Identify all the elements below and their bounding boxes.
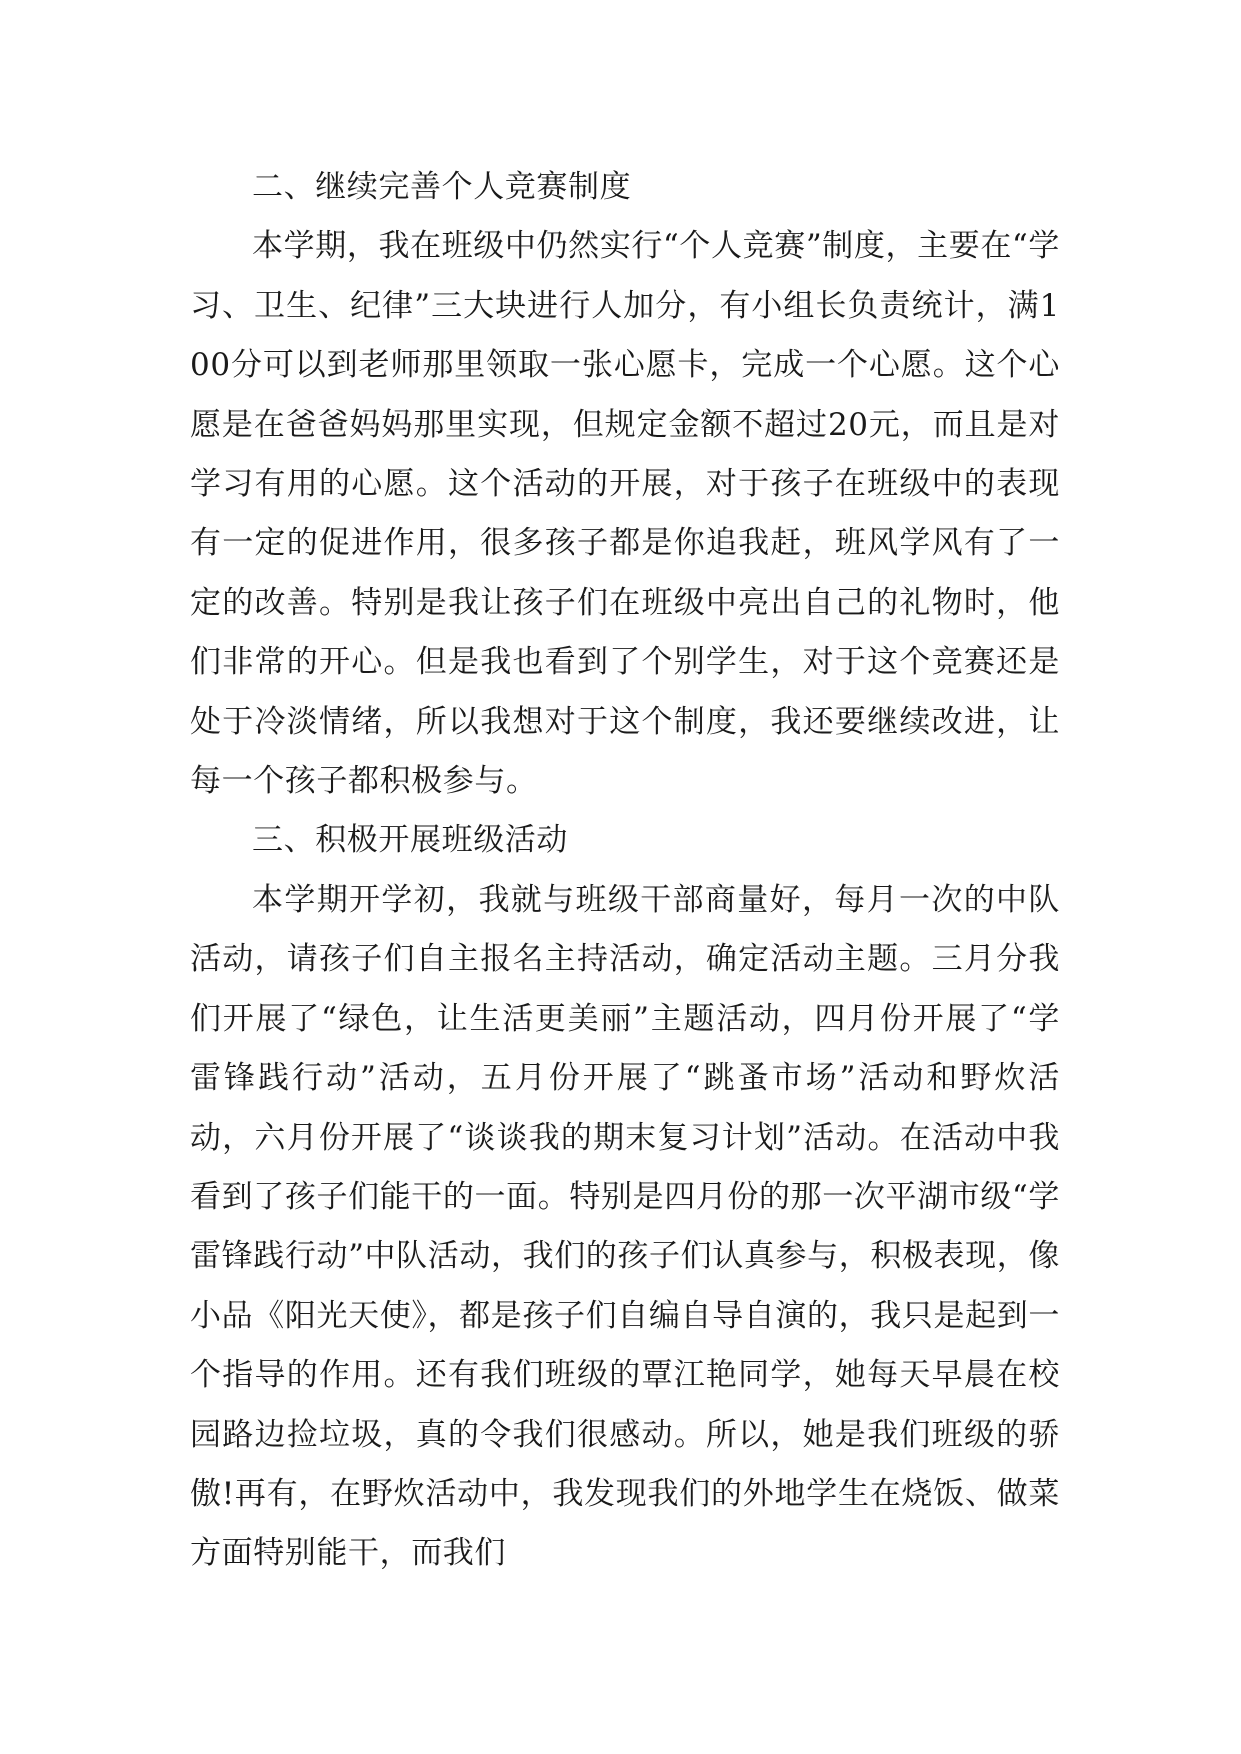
paragraph-class-activities: 本学期开学初，我就与班级干部商量好，每月一次的中队活动，请孩子们自主报名主持活动，确定活动主题。三月分我们开展了“绿色，让生活更美丽”主题活动，四月份开展了“学雷锋践行动”活动，五月份开展了“跳蚤市场”活动和野炊活动，六月份开展了“谈谈我的期末复习计划”活动。在活动中我看到了孩子们能干的一面。特别是四月份的那一次平湖市级“学雷锋践行动”中队活动，我们的孩子们认真参与，积极表现，像小品《阳光天使》，都是孩子们自编自导自演的，我只是起到一个指导的作用。还有我们班级的覃江艳同学，她每天早晨在校园路边捡垃圾，真的令我们很感动。所以，她是我们班级的骄傲!再有，在野炊活动中，我发现我们的外地学生在烧饭、做菜方面特别能干，而我们 [190, 881, 1060, 1572]
section-heading-3: 三、积极开展班级活动 [252, 822, 568, 859]
document-body [190, 158, 1060, 1584]
paragraph-individual-competition: 本学期，我在班级中仍然实行“个人竞赛”制度，主要在“学习、卫生、纪律”三大块进行人加分，有小组长负责统计，满100分可以到老师那里领取一张心愿卡，完成一个心愿。这个心愿是在爸爸妈妈那里实现，但规定金额不超过20元，而且是对学习有用的心愿。这个活动的开展，对于孩子在班级中的表现有一定的促进作用，很多孩子都是你追我赶，班风学风有了一定的改善。特别是我让孩子们在班级中亮出自己的礼物时，他们非常的开心。但是我也看到了个别学生，对于这个竞赛还是处于冷淡情绪，所以我想对于这个制度，我还要继续改进，让每一个孩子都积极参与。 [190, 228, 1060, 800]
section-heading-2: 二、继续完善个人竞赛制度 [252, 169, 632, 205]
